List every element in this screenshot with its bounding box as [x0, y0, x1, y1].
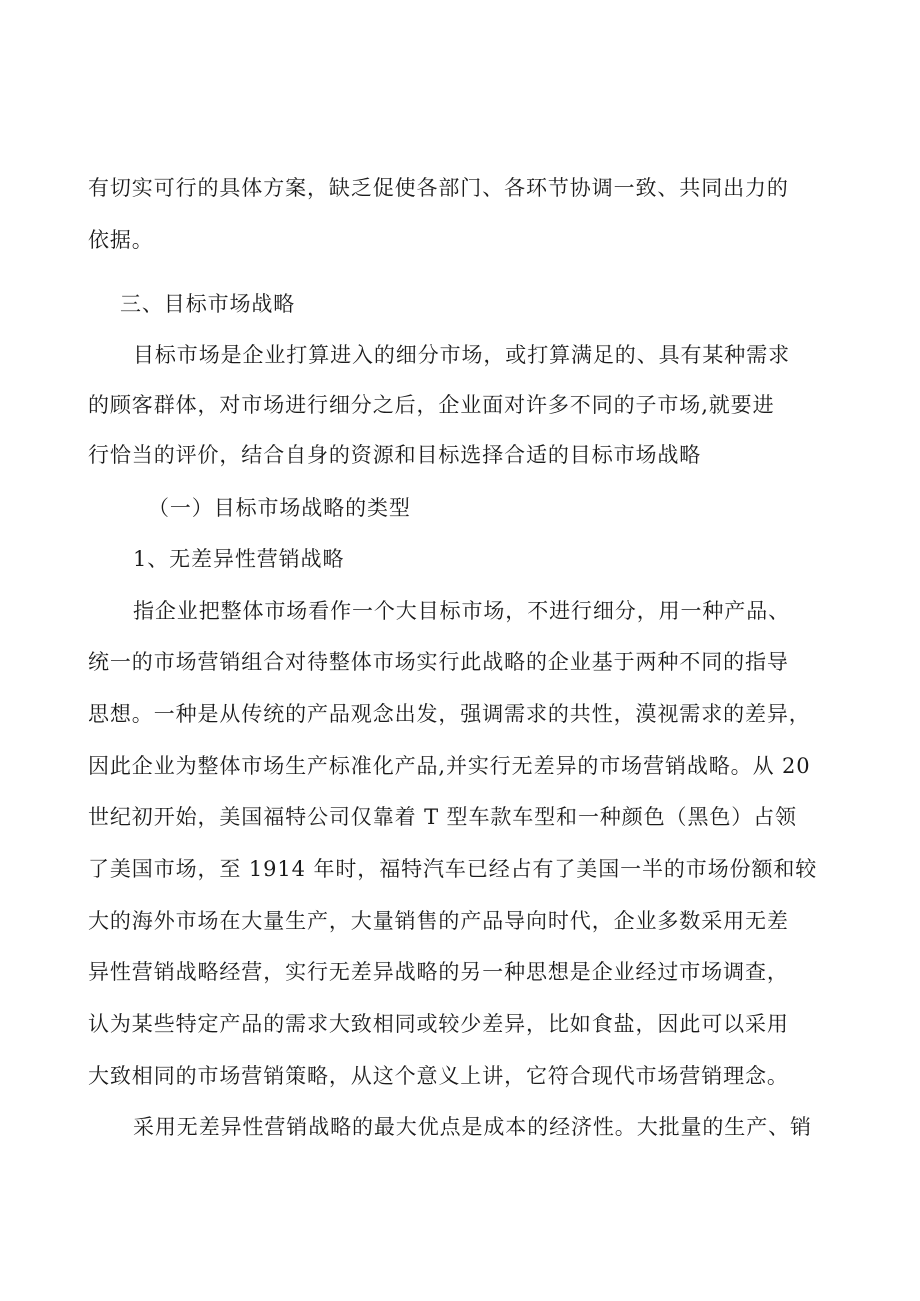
paragraph-line: 因此企业为整体市场生产标准化产品,并实行无差异的市场营销战略。从 20 — [88, 754, 811, 778]
paragraph-line: 的顾客群体，对市场进行细分之后，企业面对许多不同的子市场,就要进 — [88, 393, 775, 417]
paragraph-line: 了美国市场，至 1914 年时，福特汽车已经占有了美国一半的市场份额和较 — [88, 857, 818, 881]
paragraph-line: 目标市场是企业打算进入的细分市场，或打算满足的、具有某种需求 — [133, 343, 790, 367]
paragraph-line: 异性营销战略经营，实行无差异战略的另一种思想是企业经过市场调查， — [88, 960, 789, 984]
paragraph-line: 大致相同的市场营销策略，从这个意义上讲，它符合现代市场营销理念。 — [88, 1064, 789, 1088]
paragraph-line: 有切实可行的具体方案，缺乏促使各部门、各环节协调一致、共同出力的 — [88, 176, 789, 200]
paragraph-line: 世纪初开始，美国福特公司仅靠着 T 型车款车型和一种颜色（黑色）占领 — [88, 805, 797, 829]
paragraph-line: 依据。 — [88, 228, 154, 252]
subsection-heading: 1、无差异性营销战略 — [133, 547, 345, 571]
paragraph-line: 指企业把整体市场看作一个大目标市场，不进行细分，用一种产品、 — [133, 599, 790, 623]
paragraph-line: 认为某些特定产品的需求大致相同或较少差异，比如食盐，因此可以采用 — [88, 1012, 789, 1036]
section-heading: 三、目标市场战略 — [120, 292, 296, 316]
paragraph-line: 行恰当的评价，结合自身的资源和目标选择合适的目标市场战略 — [88, 443, 702, 467]
paragraph-line: 统一的市场营销组合对待整体市场实行此战略的企业基于两种不同的指导 — [88, 650, 789, 674]
paragraph-line: 采用无差异性营销战略的最大优点是成本的经济性。大批量的生产、销 — [133, 1115, 812, 1139]
subsection-heading: （一）目标市场战略的类型 — [148, 496, 411, 520]
paragraph-line: 大的海外市场在大量生产，大量销售的产品导向时代，企业多数采用无差 — [88, 909, 789, 933]
paragraph-line: 思想。一种是从传统的产品观念出发，强调需求的共性，漠视需求的差异， — [88, 702, 811, 726]
